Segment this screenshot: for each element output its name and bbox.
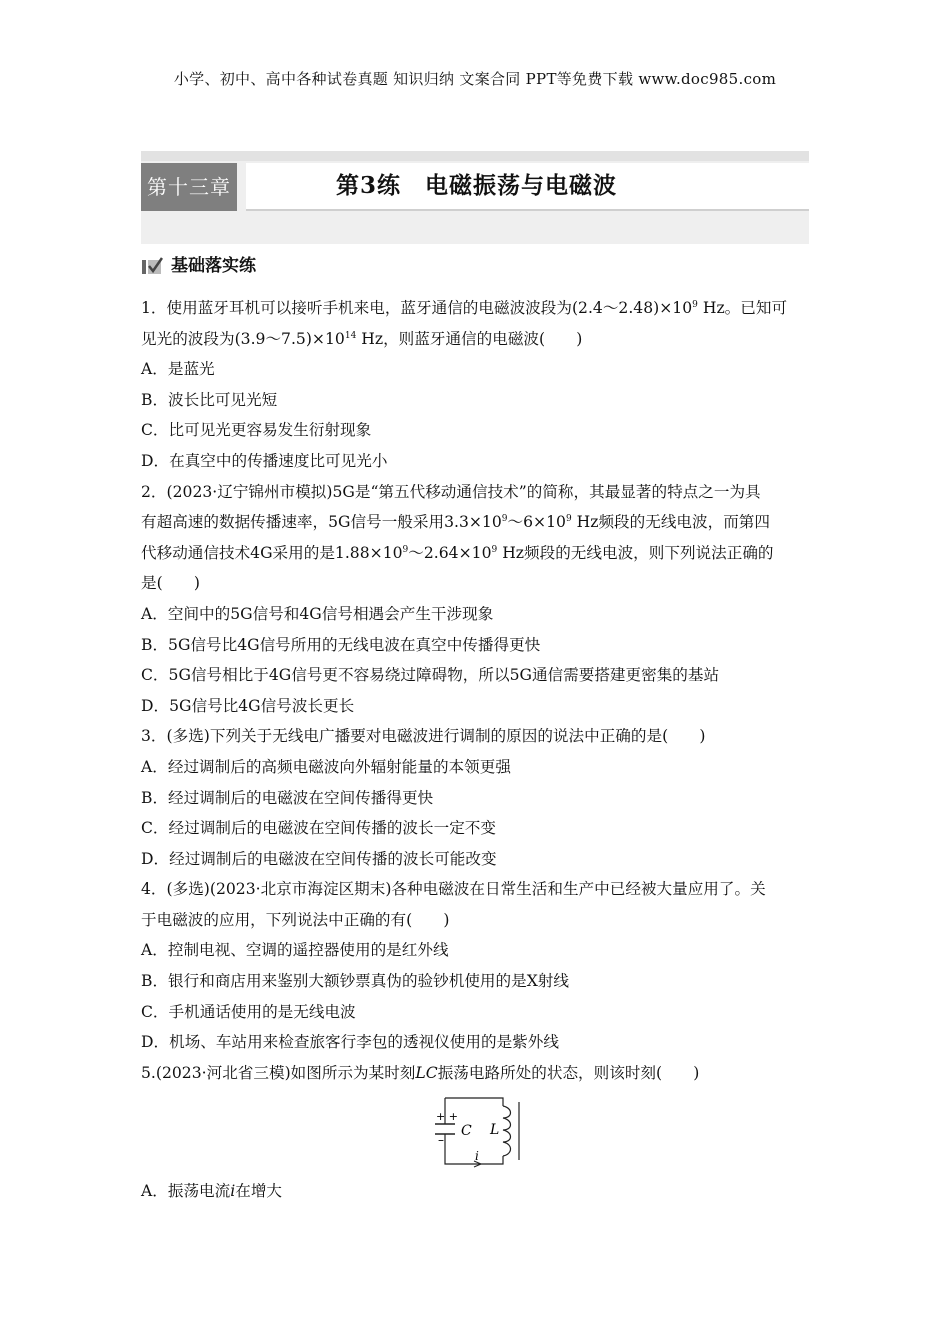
question-content [141,293,809,1207]
q2-line-2 [141,507,809,538]
q4-option-d: D．机场、车站用来检查旅客行李包的透视仪使用的是紫外线 [141,1033,559,1052]
q2-option-d: D．5G信号比4G信号波长更长 [141,696,355,715]
exponent: 9 [402,544,409,555]
exponent: 9 [692,300,698,310]
q3-option-a: A．经过调制后的高频电磁波向外辐射能量的本领更强 [141,757,511,776]
q5-text: 5.(2023·河北省三模)如图所示为某时刻 [141,1063,416,1082]
inductor-label: L [490,1122,500,1139]
lc-circuit-diagram [431,1092,526,1172]
q2-text: ～6×10 [507,513,566,532]
q1-option-a: A．是蓝光 [141,360,215,379]
exponent: 9 [501,514,508,525]
q3-line-1: 3．(多选)下列关于无线电广播要对电磁波进行调制的原因的说法中正确的是( ) [141,727,706,746]
q5-option-a [141,1176,809,1207]
exponent: 14 [344,330,357,341]
lc-circuit-figure [141,1088,809,1176]
capacitor-minus-label: – [438,1133,444,1148]
circuit-wire [445,1134,503,1164]
lc-symbol: LC [415,1063,438,1082]
q1-text: 见光的波段为(3.9～7.5)×10 [141,329,345,348]
q5-text: A．振荡电流 [141,1182,231,1201]
q4-line-2: 于电磁波的应用，下列说法中正确的有( ) [141,910,450,929]
q4-option-b: B．银行和商店用来鉴别大额钞票真伪的验钞机使用的是X射线 [141,972,569,991]
q5-text: 振荡电路所处的状态，则该时刻( ) [437,1063,700,1082]
q1-line-2 [141,324,809,355]
q1-option-b: B．波长比可见光短 [141,390,278,409]
section-label: 基础落实练 [171,256,256,276]
q5-line-1 [141,1058,809,1089]
q2-option-b: B．5G信号比4G信号所用的无线电波在真空中传播得更快 [141,635,541,654]
title-box [246,163,809,211]
capacitor-label: C [461,1123,472,1140]
q1-text: 1．使用蓝牙耳机可以接听手机来电，蓝牙通信的电磁波波段为(2.4～2.48)×10 [141,299,693,317]
q2-text: Hz频段的无线电波，则下列说法正确的 [497,543,774,562]
q4-line-1: 4．(多选)(2023·北京市海淀区期末)各种电磁波在日常生活和生产中已经被大量应用了。关 [141,880,766,899]
q2-line-4: 是( ) [141,574,200,593]
q3-option-b: B．经过调制后的电磁波在空间传播得更快 [141,788,434,807]
q1-text: Hz。已知可 [697,299,788,317]
q2-text: 有超高速的数据传播速率，5G信号一般采用3.3×10 [141,513,502,532]
q4-option-a: A．控制电视、空调的遥控器使用的是红外线 [141,941,449,960]
q2-line-1: 2．(2023·辽宁锦州市模拟)5G是“第五代移动通信技术”的简称，其最显著的特点之一为具 [141,482,761,501]
page-header: 小学、初中、高中各种试卷真题 知识归纳 文案合同 PPT等免费下载 www.doc985.com [173,70,777,88]
q2-text: 代移动通信技术4G采用的是1.88×10 [141,543,403,562]
q1-text: Hz，则蓝牙通信的电磁波( ) [356,329,583,348]
chapter-banner [141,151,809,244]
page-title: 第3练 电磁振荡与电磁波 [336,172,618,199]
checkbox-check-icon [141,256,163,276]
q4-option-c: C．手机通话使用的是无线电波 [141,1002,356,1021]
exponent: 9 [491,544,498,555]
capacitor-plus-label: + + [436,1110,458,1124]
q2-option-a: A．空间中的5G信号和4G信号相遇会产生干涉现象 [141,604,494,623]
q1-line-1 [141,293,809,324]
inductor-coil-icon [503,1106,511,1156]
exponent: 9 [565,514,572,525]
circuit-wire [445,1098,503,1106]
q2-line-3 [141,538,809,569]
chapter-label: 第十三章 [141,163,237,211]
q1-option-d: D．在真空中的传播速度比可见光小 [141,451,388,470]
q2-text: Hz频段的无线电波，而第四 [571,513,770,532]
q5-text: 在增大 [235,1182,283,1201]
current-symbol: i [230,1182,236,1201]
q3-option-c: C．经过调制后的电磁波在空间传播的波长一定不变 [141,819,496,838]
q1-option-c: C．比可见光更容易发生衍射现象 [141,421,372,440]
q3-option-d: D．经过调制后的电磁波在空间传播的波长可能改变 [141,849,497,868]
q2-text: ～2.64×10 [408,543,492,562]
banner-top-stripe [141,151,809,161]
current-label: i [475,1149,479,1164]
q2-option-c: C．5G信号相比于4G信号更不容易绕过障碍物，所以5G通信需要搭建更密集的基站 [141,666,720,685]
